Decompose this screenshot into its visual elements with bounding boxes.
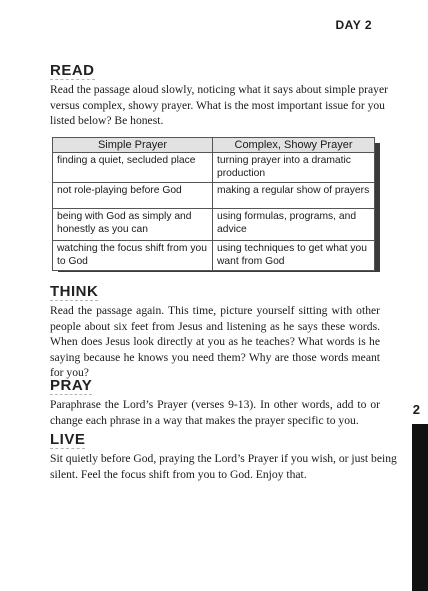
table-cell: turning prayer into a dramatic production (213, 153, 375, 183)
prayer-comparison-table (52, 137, 378, 270)
live-line: silent. Feel the focus shift from you to God. Enjoy that. (50, 467, 307, 481)
pray-line: Paraphrase the Lord’s Prayer (verses 9-13). In other words, add to or (50, 398, 380, 411)
chapter-edge-tab (412, 424, 428, 591)
think-line: people about six feet from Jesus and listening as he says these words. (50, 319, 380, 333)
table-cell: being with God as simply and honestly as you can (53, 209, 213, 241)
column-header-simple: Simple Prayer (53, 138, 213, 153)
pray-line: change each phrase in a way that makes the prayer specific to you. (50, 413, 359, 427)
think-line: for you? (50, 366, 89, 379)
table-cell: not role-playing before God (53, 183, 213, 209)
table-row (53, 183, 375, 209)
table-row (53, 153, 375, 183)
read-line: versus complex, showy prayer. What is the most important issue for you (50, 98, 385, 112)
live-line: Sit quietly before God, praying the Lord’s Prayer if you wish, or just being (50, 452, 397, 465)
table-cell: making a regular show of prayers (213, 183, 375, 209)
read-paragraph (50, 82, 388, 129)
table-header-row (53, 138, 375, 153)
table-cell: using techniques to get what you want from God (213, 241, 375, 271)
read-heading: READ (50, 62, 95, 79)
think-line: saying because he knows you need them? Why are those words meant (50, 350, 380, 364)
read-line: listed below? Be honest. (50, 114, 164, 127)
table-row (53, 209, 375, 241)
chapter-number: 2 (412, 402, 420, 417)
table-cell: using formulas, programs, and advice (213, 209, 375, 241)
comparison-table (52, 137, 375, 271)
think-paragraph (50, 303, 380, 381)
think-line: When does Jesus look directly at you as he teaches? What words is he (50, 335, 380, 348)
table-cell: watching the focus shift from you to God (53, 241, 213, 271)
live-paragraph (50, 451, 397, 482)
table-cell: finding a quiet, secluded place (53, 153, 213, 183)
pray-paragraph (50, 397, 380, 428)
pray-heading: PRAY (50, 377, 93, 394)
think-heading: THINK (50, 283, 99, 300)
read-line: Read the passage aloud slowly, noticing what it says about simple prayer (50, 83, 388, 96)
think-line: Read the passage again. This time, picture yourself sitting with other (50, 304, 380, 317)
table-row (53, 241, 375, 271)
column-header-complex: Complex, Showy Prayer (213, 138, 375, 153)
day-label: DAY 2 (335, 18, 372, 32)
live-heading: LIVE (50, 431, 86, 448)
